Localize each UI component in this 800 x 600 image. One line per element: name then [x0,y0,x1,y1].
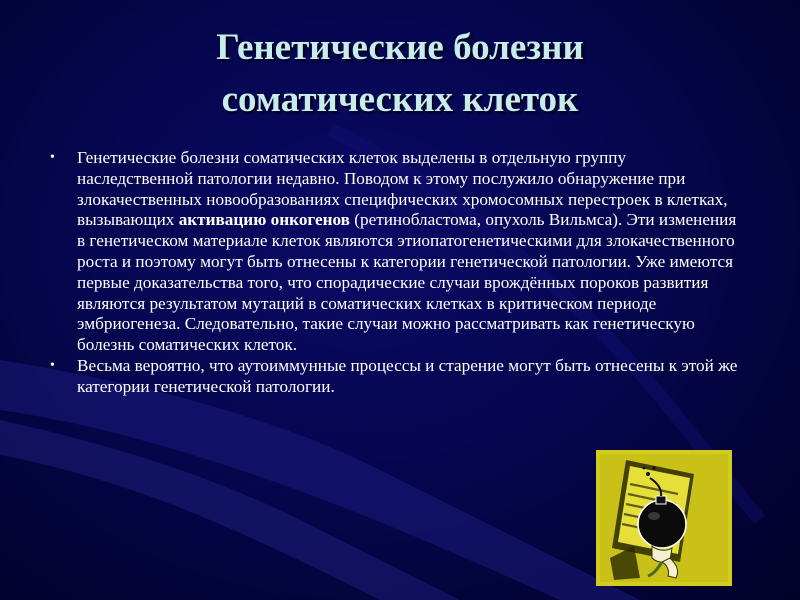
bullet-marker: • [50,357,55,373]
slide-title [60,22,740,126]
title-line-1: Генетические болезни [216,27,584,68]
bullet-2-text: Весьма вероятно, что аутоиммунные процессы и старение могут быть отнесены к этой же категории генетической патологии. [77,355,738,396]
bullet-marker: • [50,150,55,165]
bomb-on-documents-icon [596,450,732,586]
bullet-list [50,148,740,398]
bullet-item [50,148,740,356]
bullet-1-bold-term: активацию онкогенов [178,210,350,230]
bullet-1-text-end: (ретинобластома, опухоль Вильмса). Эти изменения в генетическом материале клеток являются этиопатогенетическими для злокачественного роста и поэтому могут быть отнесены к категории генетической патологии. Уже имеются первые доказательства того, что спорадические случаи врождённых пороков развития являются результатом мутаций в соматических клетках в критическом периоде эмбриогенеза. Следовательно, такие случаи можно рассматривать как генетическую болезнь соматических клеток. [77,210,737,355]
bullet-item [50,356,740,398]
bullet-1-text-start: Генетические болезни соматических клеток выделены в отдельную группу наследственной патологии недавно. Поводом к этому послужило обнаружение при злокачественных новообразованиях специфических хромосомных перестроек в клетках, вызывающих [77,148,728,230]
title-line-2: соматических клеток [221,79,579,120]
